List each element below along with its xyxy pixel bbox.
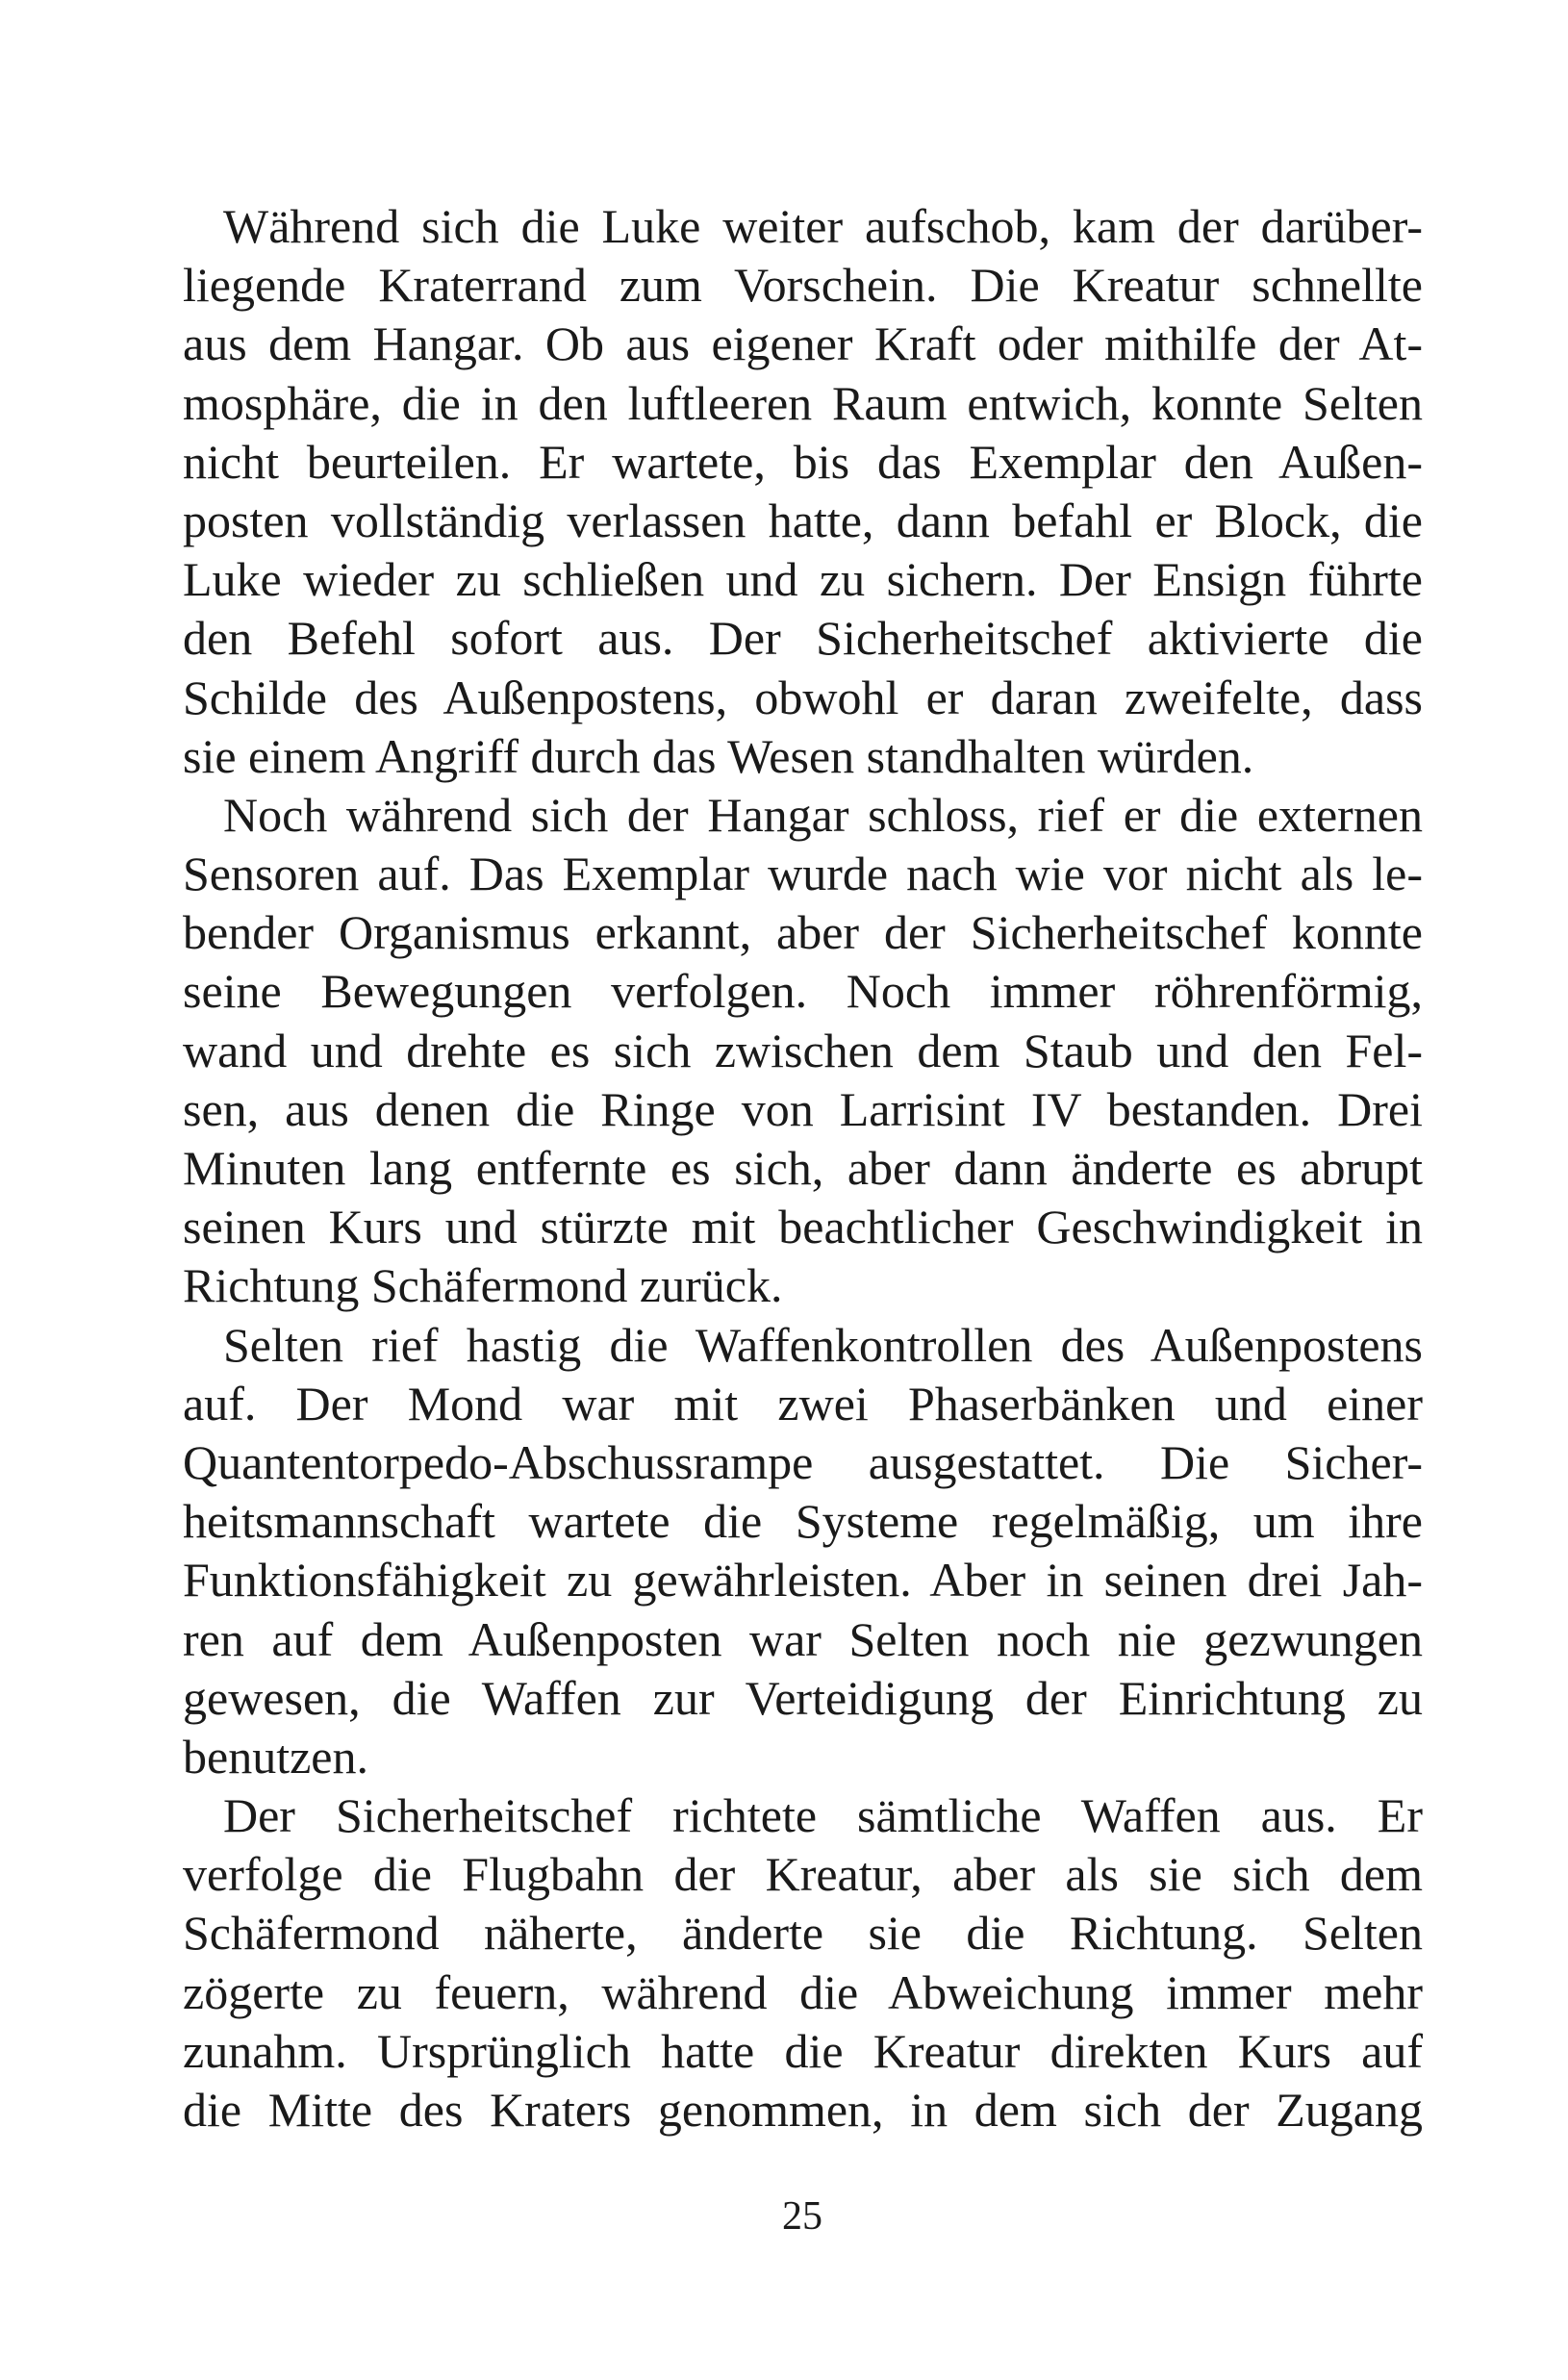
text-line: Minuten lang entfernte es sich, aber dann änderte es abrupt xyxy=(183,1141,1423,1195)
text-line: posten vollständig verlassen hatte, dann befahl er Block, die xyxy=(183,493,1423,547)
text-line: Während sich die Luke weiter aufschob, kam der darüber- xyxy=(223,199,1423,253)
text-line: mosphäre, die in den luftleeren Raum entwich, konnte Selten xyxy=(183,375,1423,430)
paragraph xyxy=(183,1786,1423,2139)
text-line: wand und drehte es sich zwischen dem Staub und den Fel- xyxy=(183,1023,1423,1077)
text-line: nicht beurteilen. Er wartete, bis das Exemplar den Außen- xyxy=(183,434,1423,489)
text-line: ren auf dem Außenposten war Selten noch nie gezwungen xyxy=(183,1611,1423,1666)
text-line: Funktionsfähigkeit zu gewährleisten. Aber in seinen drei Jah- xyxy=(183,1553,1423,1608)
text-line: zunahm. Ursprünglich hatte die Kreatur direkten Kurs auf xyxy=(183,2023,1423,2078)
text-line: sen, aus denen die Ringe von Larrisint IV bestanden. Drei xyxy=(183,1081,1423,1136)
text-line: Noch während sich der Hangar schloss, rief er die externen xyxy=(223,787,1423,842)
text-line: zögerte zu feuern, während die Abweichung immer mehr xyxy=(183,1964,1423,2019)
text-line: verfolge die Flugbahn der Kreatur, aber als sie sich dem xyxy=(183,1847,1423,1902)
text-line: Richtung Schäfermond zurück. xyxy=(183,1258,783,1313)
page-number: 25 xyxy=(782,2194,822,2239)
text-line: auf. Der Mond war mit zwei Phaserbänken und einer xyxy=(183,1376,1423,1431)
text-line: seine Bewegungen verfolgen. Noch immer röhrenförmig, xyxy=(183,964,1423,1019)
text-line: sie einem Angriff durch das Wesen standhalten würden. xyxy=(183,728,1254,783)
text-line: die Mitte des Kraters genommen, in dem sich der Zugang xyxy=(183,2083,1423,2137)
text-line: bender Organismus erkannt, aber der Sicherheitschef konnte xyxy=(183,905,1423,960)
text-line: liegende Kraterrand zum Vorschein. Die Kreatur schnellte xyxy=(183,258,1423,313)
paragraph xyxy=(183,786,1423,1316)
text-line: Schäfermond näherte, änderte sie die Richtung. Selten xyxy=(183,1906,1423,1961)
body-text xyxy=(183,197,1423,2139)
text-line: den Befehl sofort aus. Der Sicherheitschef aktivierte die xyxy=(183,611,1423,666)
text-line: Schilde des Außenpostens, obwohl er daran zweifelte, dass xyxy=(183,670,1423,724)
paragraph xyxy=(183,197,1423,786)
text-line: benutzen. xyxy=(183,1729,368,1784)
text-line: seinen Kurs und stürzte mit beachtlicher Geschwindigkeit in xyxy=(183,1200,1423,1254)
text-line: Sensoren auf. Das Exemplar wurde nach wie vor nicht als le- xyxy=(183,847,1423,901)
text-line: gewesen, die Waffen zur Verteidigung der Einrichtung zu xyxy=(183,1670,1423,1725)
text-line: Der Sicherheitschef richtete sämtliche Waffen aus. Er xyxy=(223,1788,1423,1843)
text-line: Selten rief hastig die Waffenkontrollen des Außenpostens xyxy=(223,1317,1423,1372)
text-line: aus dem Hangar. Ob aus eigener Kraft oder mithilfe der At- xyxy=(183,316,1423,371)
text-line: Luke wieder zu schließen und zu sichern. Der Ensign führte xyxy=(183,552,1423,607)
text-line: heitsmannschaft wartete die Systeme regelmäßig, um ihre xyxy=(183,1494,1423,1549)
text-line: Quantentorpedo-Abschussrampe ausgestattet. Die Sicher- xyxy=(183,1434,1423,1489)
paragraph xyxy=(183,1316,1423,1787)
